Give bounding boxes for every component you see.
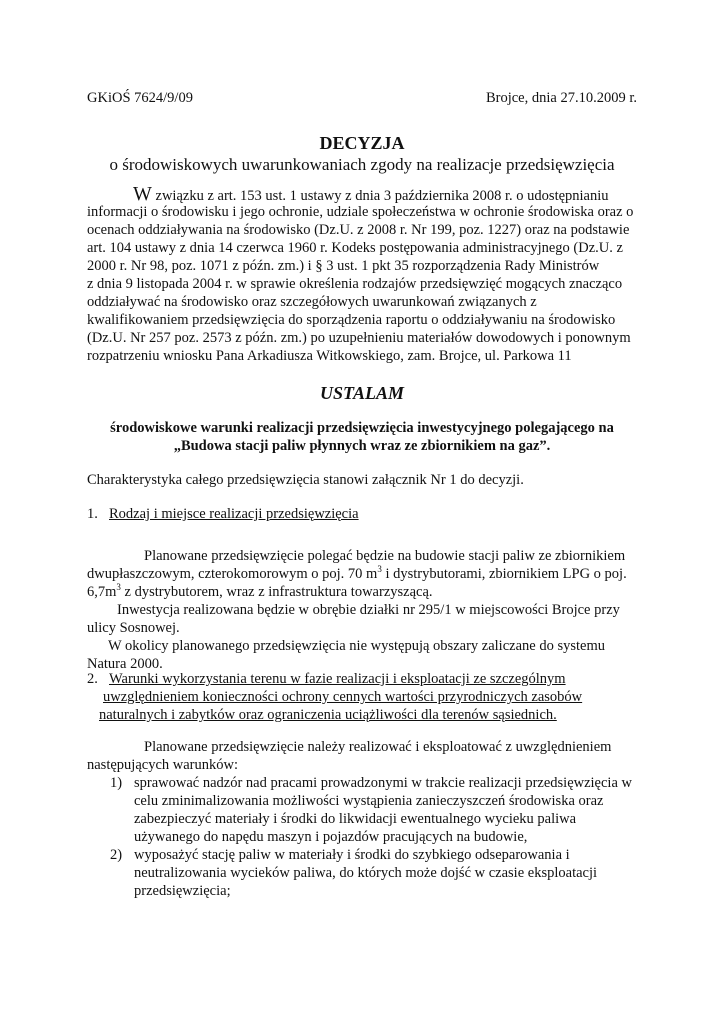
list-item bbox=[110, 774, 650, 846]
s2-heading-line bbox=[87, 670, 647, 688]
decision-line-1: środowiskowe warunki realizacji przedsięwzięcia inwestycyjnego polegającego na bbox=[110, 420, 614, 436]
intro-line: art. 104 ustawy z dnia 14 czerwca 1960 r. Kodeks postępowania administracyjnego (Dz.U. z bbox=[87, 240, 623, 256]
list-item-line: zabezpieczyć materiały i środki do likwidacji ewentualnego wycieku paliwa bbox=[134, 811, 577, 827]
document-title: DECYZJA bbox=[319, 133, 405, 153]
intro-paragraph bbox=[87, 185, 647, 365]
section-1-title: Rodzaj i miejsce realizacji przedsięwzięcia bbox=[109, 506, 359, 522]
s2-heading-line bbox=[87, 706, 647, 724]
characteristics-note: Charakterystyka całego przedsięwzięcia stanowi załącznik Nr 1 do decyzji. bbox=[87, 472, 524, 488]
section-1-body bbox=[87, 547, 647, 673]
list-item-line: sprawować nadzór nad pracami prowadzonymi w trakcie realizacji przedsięwzięcia w bbox=[134, 775, 632, 791]
list-item bbox=[110, 846, 650, 900]
reference-number: GKiOŚ 7624/9/09 bbox=[87, 90, 193, 106]
list-item-line: wyposażyć stację paliw w materiały i środki do szybkiego odseparowania i bbox=[134, 847, 570, 863]
s2-intro-line: Planowane przedsięwzięcie należy realizować i eksploatować z uwzględnieniem bbox=[144, 739, 612, 755]
intro-line bbox=[87, 185, 647, 203]
list-item-line: przedsięwzięcia; bbox=[134, 883, 231, 899]
document-subtitle: o środowiskowych uwarunkowaniach zgody na realizacje przedsięwzięcia bbox=[109, 155, 615, 174]
s2-heading-text: naturalnych i zabytków oraz ograniczenia uciążliwości dla terenów sąsiednich. bbox=[99, 707, 557, 723]
intro-line: 2000 r. Nr 98, poz. 1071 z późn. zm.) i § 3 ust. 1 pkt 35 rozporządzenia Rady Ministrów bbox=[87, 258, 600, 274]
s1-p1-line bbox=[87, 583, 647, 601]
s1-p2-line: Inwestycja realizowana będzie w obrębie działki nr 295/1 w miejscowości Brojce przy bbox=[117, 602, 620, 618]
section-2-list bbox=[110, 774, 650, 900]
s1-p1-text: z dystrybutorem, wraz z infrastruktura towarzyszącą. bbox=[120, 584, 433, 600]
s1-p2-line: ulicy Sosnowej. bbox=[87, 620, 180, 636]
s1-p1-text: i dystrybutorami, zbiornikiem LPG o poj. bbox=[381, 566, 627, 582]
list-item-number: 2) bbox=[110, 847, 123, 863]
intro-line: ocenach oddziaływania na środowisko (Dz.U. z 2008 r. Nr 199, poz. 1227) oraz na podstawie bbox=[87, 222, 630, 238]
intro-line: kwalifikowaniem przedsięwzięcia do sporządzenia raportu o oddziaływaniu na środowisko bbox=[87, 312, 616, 328]
intro-initial: W bbox=[133, 183, 152, 205]
section-2-number: 2. bbox=[87, 671, 98, 687]
s1-p1-text: 6,7m bbox=[87, 584, 117, 600]
decision-line-2: „Budowa stacji paliw płynnych wraz ze zbiornikiem na gaz”. bbox=[173, 438, 551, 454]
section-1-heading bbox=[87, 505, 647, 523]
list-item-line: używanego do napędu maszyn i pojazdów pracujących na budowie, bbox=[134, 829, 528, 845]
section-1-number: 1. bbox=[87, 506, 98, 522]
intro-line: z dnia 9 listopada 2004 r. w sprawie określenia rodzajów przedsięwzięć mogących znacząco bbox=[87, 276, 623, 292]
list-item-line: neutralizowania wycieków paliwa, do których może dojść w czasie eksploatacji bbox=[134, 865, 598, 881]
s2-intro-line: następujących warunków: bbox=[87, 757, 238, 773]
s1-p1-text: dwupłaszczowym, czterokomorowym o poj. 70 m bbox=[87, 566, 378, 582]
list-item-number: 1) bbox=[110, 775, 123, 791]
s2-heading-text: uwzględnieniem konieczności ochrony cennych wartości przyrodniczych zasobów bbox=[103, 689, 583, 705]
intro-line: oddziaływać na środowisko oraz szczegółowych uwarunkowań związanych z bbox=[87, 294, 537, 310]
ustalam-heading: USTALAM bbox=[319, 383, 405, 403]
section-2-intro bbox=[87, 738, 647, 774]
section-2-heading bbox=[87, 670, 647, 724]
intro-line: informacji o środowisku i jego ochronie, udziale społeczeństwa w ochronie środowiska oraz o bbox=[87, 204, 634, 220]
s2-heading-line bbox=[87, 688, 647, 706]
intro-line: rozpatrzeniu wniosku Pana Arkadiusza Witkowskiego, zam. Brojce, ul. Parkowa 11 bbox=[87, 348, 572, 364]
list-item-line: celu zminimalizowania możliwości wystąpienia zanieczyszczeń środowiska oraz bbox=[134, 793, 604, 809]
document-date: Brojce, dnia 27.10.2009 r. bbox=[485, 90, 637, 106]
s1-p3-line: Natura 2000. bbox=[87, 656, 163, 672]
s1-p3-line: W okolicy planowanego przedsięwzięcia nie występują obszary zaliczane do systemu bbox=[108, 638, 605, 654]
intro-line-text: związku z art. 153 ust. 1 ustawy z dnia 3 października 2008 r. o udostępnianiu bbox=[151, 188, 609, 204]
superscript: 3 bbox=[377, 564, 382, 575]
s1-p1-line: Planowane przedsięwzięcie polegać będzie na budowie stacji paliw ze zbiornikiem bbox=[144, 548, 626, 564]
s1-p1-line bbox=[87, 565, 647, 583]
intro-line: (Dz.U. Nr 257 poz. 2573 z późn. zm.) po uzupełnieniu materiałów dowodowych i ponownym bbox=[87, 330, 631, 346]
s2-heading-text: Warunki wykorzystania terenu w fazie realizacji i eksploatacji ze szczególnym bbox=[109, 671, 566, 687]
superscript: 3 bbox=[116, 582, 121, 593]
